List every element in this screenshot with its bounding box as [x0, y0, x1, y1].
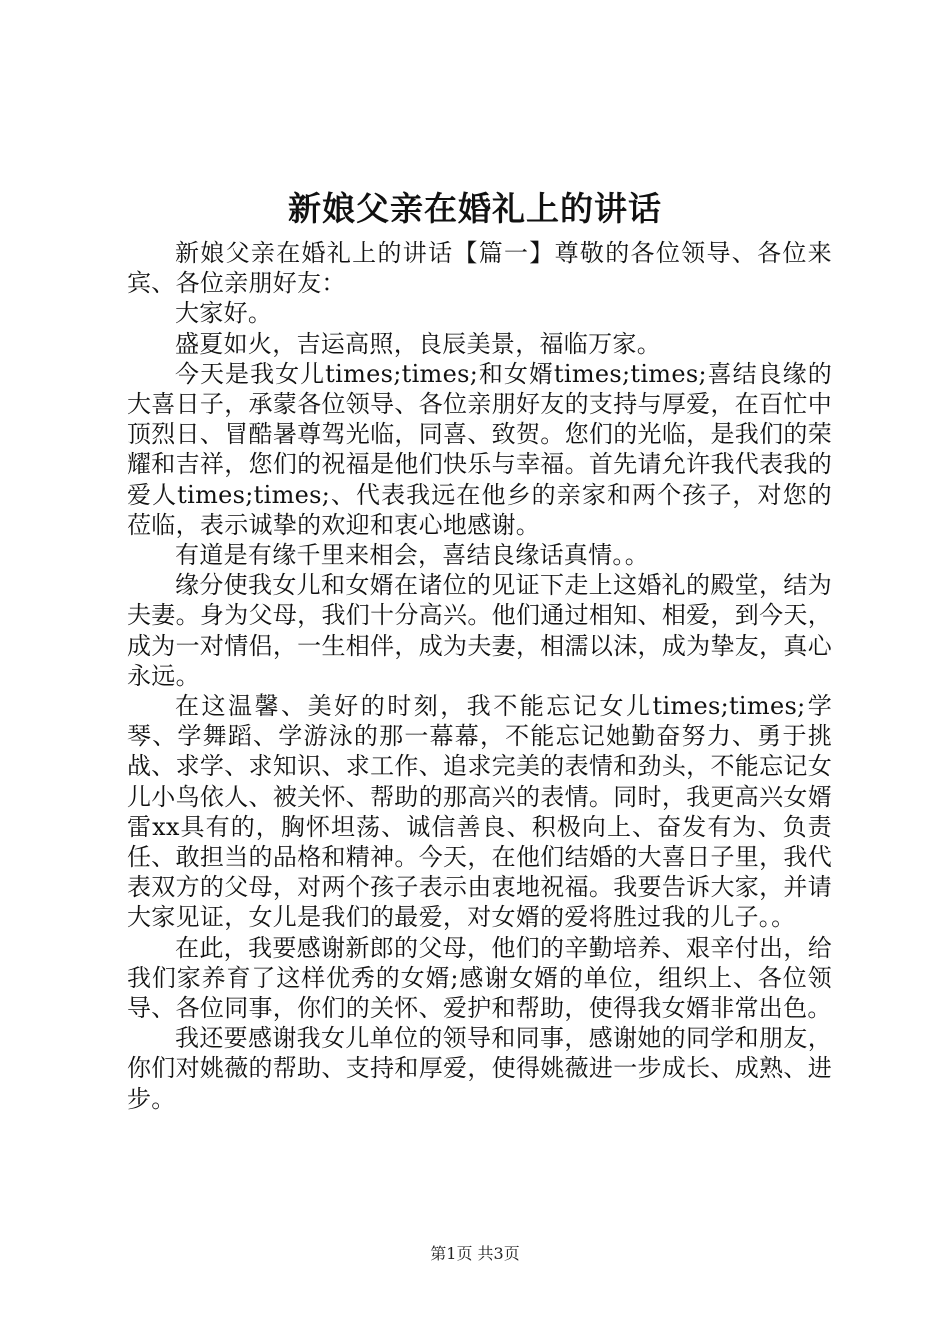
- page-footer: 第1页 共3页: [430, 1244, 520, 1263]
- paragraph: 今天是我女儿times;times;和女婿times;times;喜结良缘的大喜日子，承蒙各位领导、各位亲朋好友的支持与厚爱，在百忙中顶烈日、冒酷暑尊驾光临，同喜、致贺。您们的光临，是我们的荣耀和吉祥，您们的祝福是他们快乐与幸福。首先请允许我代表我的爱人times;times;、代表我远在他乡的亲家和两个孩子，对您的莅临，表示诚挚的欢迎和衷心地感谢。: [127, 359, 832, 539]
- paragraph: 有道是有缘千里来相会，喜结良缘话真情。。: [175, 541, 649, 570]
- paragraph: 在这温馨、美好的时刻，我不能忘记女儿times;times;学琴、学舞蹈、学游泳的那一幕幕，不能忘记她勤奋努力、勇于挑战、求学、求知识、求工作、追求完美的表情和劲头，不能忘记女儿小鸟依人、被关怀、帮助的那高兴的表情。同时，我更高兴女婿雷xx具有的，胸怀坦荡、诚信善良、积极向上、奋发有为、负责任、敢担当的品格和精神。今天，在他们结婚的大喜日子里，我代表双方的父母，对两个孩子表示由衷地祝福。我要告诉大家，并请大家见证，女儿是我们的最爱，对女婿的爱将胜过我的儿子。。: [127, 692, 832, 932]
- paragraph: 我还要感谢我女儿单位的领导和同事，感谢她的同学和朋友，你们对姚薇的帮助、支持和厚爱，使得姚薇进一步成长、成熟、进步。: [127, 1024, 832, 1113]
- paragraph: 盛夏如火，吉运高照，良辰美景，福临万家。: [175, 329, 661, 358]
- paragraph: 大家好。: [175, 299, 273, 328]
- document-body: [127, 238, 832, 1114]
- paragraph: 缘分使我女儿和女婿在诸位的见证下走上这婚礼的殿堂，结为夫妻。身为父母，我们十分高兴。他们通过相知、相爱，到今天，成为一对情侣，一生相伴，成为夫妻，相濡以沫，成为挚友，真心永远。: [127, 571, 832, 690]
- document-title: 新娘父亲在婚礼上的讲话: [288, 189, 662, 228]
- paragraph: 新娘父亲在婚礼上的讲话【篇一】尊敬的各位领导、各位来宾、各位亲朋好友：: [127, 239, 832, 298]
- paragraph: 在此，我要感谢新郎的父母，他们的辛勤培养、艰辛付出，给我们家养育了这样优秀的女婿;感谢女婿的单位，组织上、各位领导、各位同事，你们的关怀、爱护和帮助，使得我女婿非常出色。: [127, 933, 832, 1023]
